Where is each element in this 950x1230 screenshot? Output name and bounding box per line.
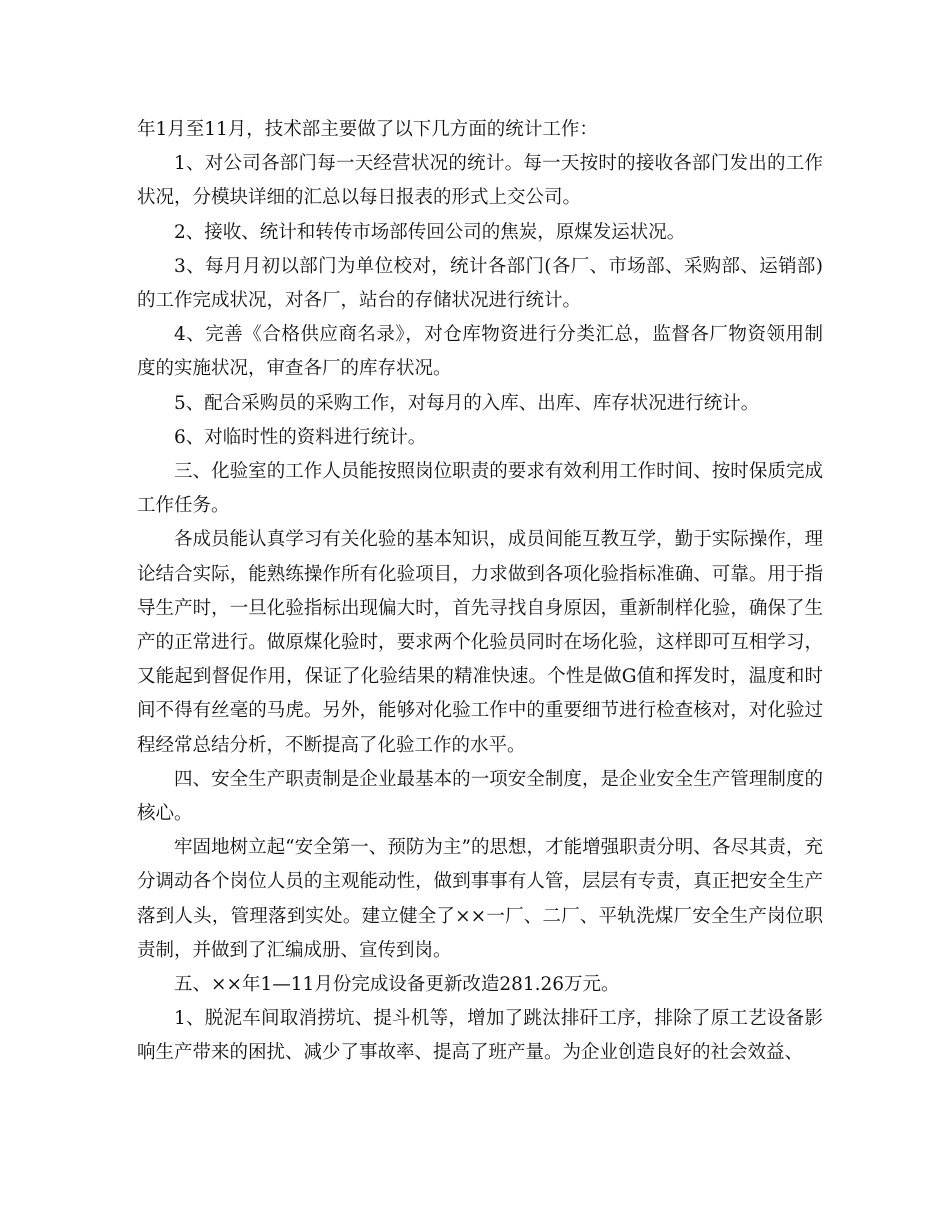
paragraph-equipment-1: 1、脱泥车间取消捞坑、提斗机等，增加了跳汰排矸工序，排除了原工艺设备影响生产带来的困扰、减少了事故率、提高了班产量。为企业创造良好的社会效益、 [137, 1008, 823, 1064]
paragraph-intro: 年1月至11月，技术部主要做了以下几方面的统计工作： [137, 119, 598, 140]
section-heading-3: 三、化验室的工作人员能按照岗位职责的要求有效利用工作时间、按时保质完成工作任务。 [137, 461, 823, 517]
document-body [137, 113, 823, 1071]
paragraph-item-4: 4、完善《合格供应商名录》，对仓库物资进行分类汇总，监督各厂物资领用制度的实施状况，审查各厂的库存状况。 [137, 324, 823, 380]
paragraph-safety: 牢固地树立起“安全第一、预防为主”的思想，才能增强职责分明、各尽其责，充分调动各个岗位人员的主观能动性，做到事事有人管，层层有专责，真正把安全生产落到人头，管理落到实处。建立健全了××一厂、二厂、平轨洗煤厂安全生产岗位职责制，并做到了汇编成册、宣传到岗。 [137, 837, 823, 961]
paragraph-item-5: 5、配合采购员的采购工作，对每月的入库、出库、库存状况进行统计。 [174, 392, 760, 414]
paragraph-item-3: 3、每月月初以部门为单位校对，统计各部门(各厂、市场部、采购部、运销部)的工作完成状况，对各厂，站台的存储状况进行统计。 [137, 255, 823, 312]
paragraph-lab-work: 各成员能认真学习有关化验的基本知识，成员间能互教互学，勤于实际操作，理论结合实际，能熟练操作所有化验项目，力求做到各项化验指标准确、可靠。用于指导生产时，一旦化验指标出现偏大时，首先寻找自身原因，重新制样化验，确保了生产的正常进行。做原煤化验时，要求两个化验员同时在场化验，这样即可互相学习，又能起到督促作用，保证了化验结果的精准快速。个性是做G值和挥发时，温度和时间不得有丝毫的马虎。另外，能够对化验工作中的重要细节进行检查核对，对化验过程经常总结分析，不断提高了化验工作的水平。 [137, 529, 823, 756]
section-heading-4: 四、安全生产职责制是企业最基本的一项安全制度，是企业安全生产管理制度的核心。 [137, 768, 823, 825]
paragraph-item-2: 2、接收、统计和转传市场部传回公司的焦炭，原煤发运状况。 [174, 221, 686, 243]
section-heading-5: 五、××年1—11月份完成设备更新改造281.26万元。 [174, 974, 620, 996]
paragraph-item-1: 1、对公司各部门每一天经营状况的统计。每一天按时的接收各部门发出的工作状况，分模块详细的汇总以每日报表的形式上交公司。 [137, 153, 823, 209]
paragraph-item-6: 6、对临时性的资料进行统计。 [174, 426, 427, 448]
